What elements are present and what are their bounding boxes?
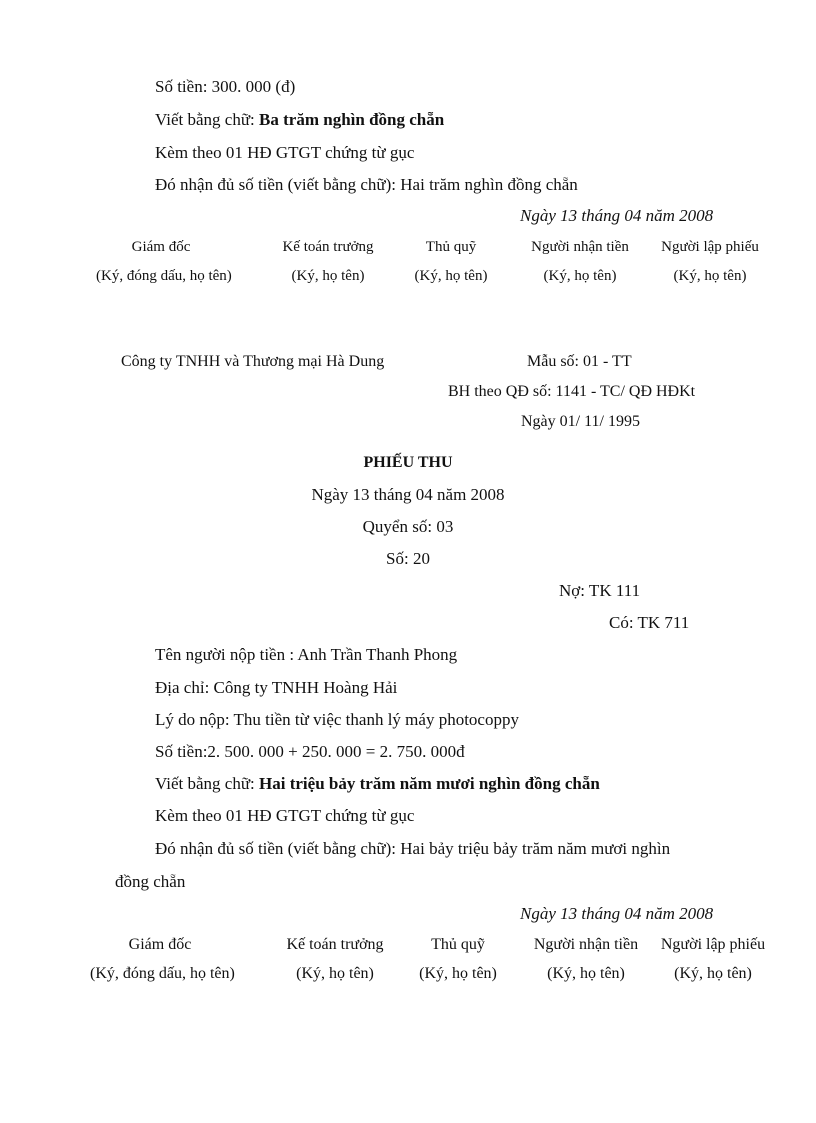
signature-note: (Ký, họ tên)	[674, 965, 752, 982]
debit-account: Nợ: TK 111	[559, 581, 641, 600]
signature-role: Người nhận tiền	[531, 239, 629, 255]
attached-line: Kèm theo 01 HĐ GTGT chứng từ gục	[155, 806, 415, 825]
signature-block	[650, 935, 776, 984]
signature-note: (Ký, họ tên)	[419, 965, 497, 982]
decision-date: Ngày 01/ 11/ 1995	[521, 413, 640, 430]
signature-block	[400, 935, 516, 984]
signature-block	[645, 237, 775, 286]
payer-line: Tên người nộp tiền : Anh Trần Thanh Phong	[155, 645, 458, 664]
signature-block	[96, 237, 232, 286]
receipt-sign-date: Ngày 13 tháng 04 năm 2008	[520, 904, 714, 923]
top-received-line: Đó nhận đủ số tiền (viết bằng chữ): Hai trăm nghìn đồng chẵn	[155, 175, 578, 194]
signature-note: (Ký, họ tên)	[543, 268, 617, 284]
decision-number: BH theo QĐ số: 1141 - TC/ QĐ HĐKt	[448, 383, 696, 400]
top-words-line	[155, 110, 444, 130]
signature-block	[263, 237, 393, 286]
signature-row-top	[0, 237, 816, 297]
signature-note: (Ký, đóng dấu, họ tên)	[90, 965, 235, 982]
signature-role: Người nhận tiền	[533, 936, 639, 953]
signature-role: Thủ quỹ	[425, 239, 477, 255]
received-line-1: Đó nhận đủ số tiền (viết bằng chữ): Hai bảy triệu bảy trăm năm mươi nghìn	[155, 839, 671, 858]
address-line: Địa chỉ: Công ty TNHH Hoàng Hải	[155, 678, 398, 697]
words-label: Viết bằng chữ:	[155, 774, 260, 793]
signature-block	[270, 935, 400, 984]
signature-note: (Ký, họ tên)	[547, 965, 625, 982]
words-value: Hai triệu bảy trăm năm mươi nghìn đồng chẵn	[259, 774, 600, 793]
top-words-value: Ba trăm nghìn đồng chẵn	[259, 110, 445, 129]
top-words-label: Viết bằng chữ:	[155, 110, 260, 129]
received-line-2: đồng chẵn	[115, 872, 186, 891]
signature-role: Kế toán trưởng	[282, 239, 374, 255]
words-line	[155, 774, 600, 794]
signature-role: Người lập phiếu	[660, 936, 766, 953]
signature-row-bottom	[0, 935, 816, 995]
signature-note: (Ký, họ tên)	[673, 268, 747, 284]
receipt-title: PHIẾU THU	[363, 454, 453, 471]
signature-block	[515, 237, 645, 286]
signature-block	[520, 935, 652, 984]
top-sign-date: Ngày 13 tháng 04 năm 2008	[520, 206, 714, 225]
signature-note: (Ký, đóng dấu, họ tên)	[96, 268, 232, 284]
form-number: Mẫu số: 01 - TT	[527, 353, 632, 370]
signature-role: Thủ quỹ	[431, 936, 485, 953]
signature-block	[393, 237, 509, 286]
reason-line: Lý do nộp: Thu tiền từ việc thanh lý máy photocoppy	[155, 710, 519, 729]
signature-role: Giám đốc	[131, 239, 191, 255]
credit-account: Có: TK 711	[609, 613, 690, 632]
signature-note: (Ký, họ tên)	[291, 268, 365, 284]
company-name: Công ty TNHH và Thương mại Hà Dung	[121, 353, 385, 370]
receipt-number: Số: 20	[386, 549, 430, 568]
signature-note: (Ký, họ tên)	[414, 268, 488, 284]
top-attached-line: Kèm theo 01 HĐ GTGT chứng từ gục	[155, 143, 415, 162]
signature-role: Kế toán trưởng	[286, 936, 384, 953]
signature-block	[90, 935, 235, 984]
signature-role: Người lập phiếu	[661, 239, 759, 255]
top-amount-line: Số tiền: 300. 000 (đ)	[155, 77, 296, 96]
signature-note: (Ký, họ tên)	[296, 965, 374, 982]
receipt-date: Ngày 13 tháng 04 năm 2008	[311, 485, 505, 504]
receipt-book: Quyển số: 03	[362, 517, 454, 536]
signature-role: Giám đốc	[128, 936, 192, 953]
amount-line: Số tiền:2. 500. 000 + 250. 000 = 2. 750. 000đ	[155, 742, 465, 761]
